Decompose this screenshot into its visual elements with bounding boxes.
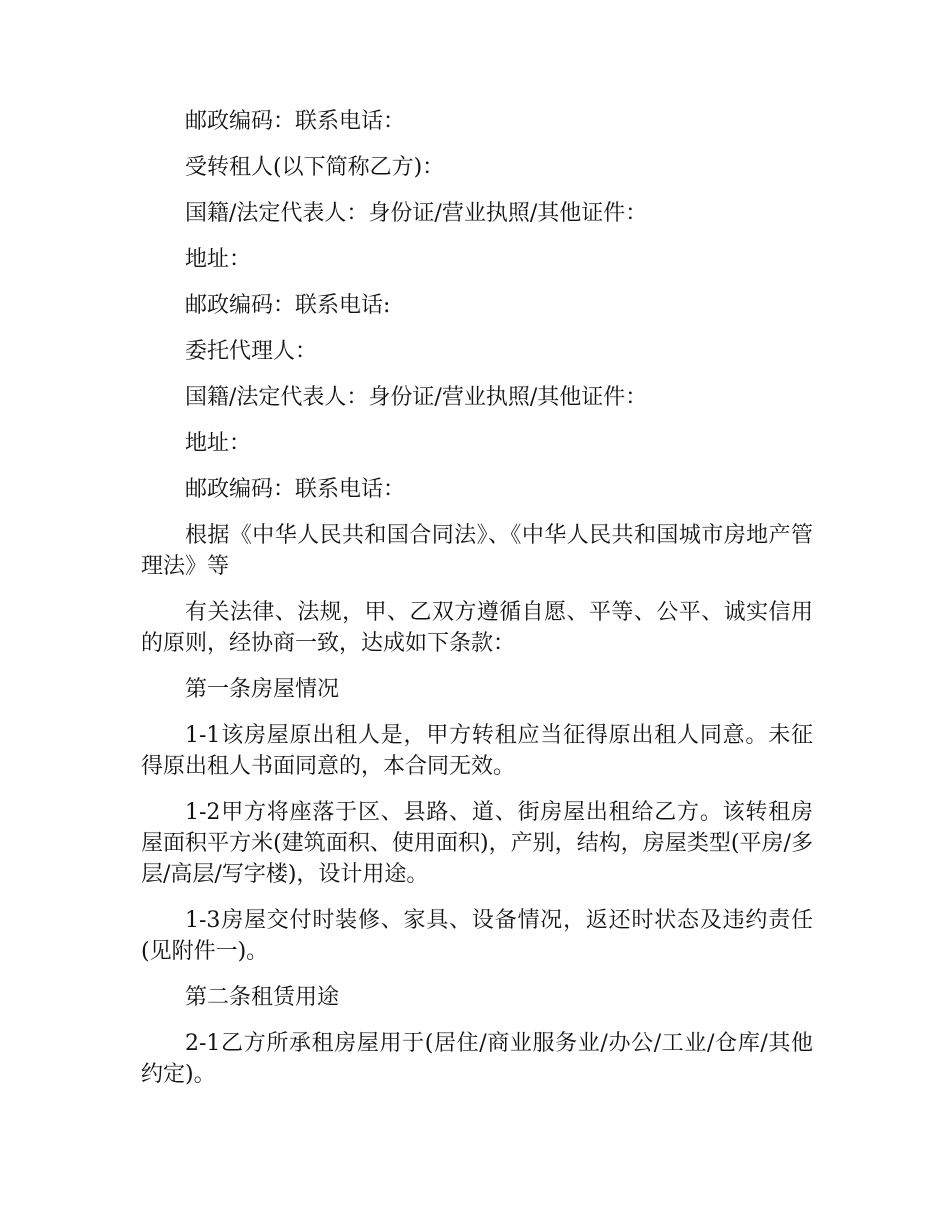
nationality-id-line: 国籍/法定代表人：身份证/营业执照/其他证件：: [185, 385, 648, 410]
clause-paragraph: 1-3房屋交付时装修、家具、设备情况，返还时状态及违约责任(见附件一)。: [141, 908, 813, 964]
postal-phone-line: 邮政编码：联系电话：: [185, 109, 406, 134]
clause-paragraph: 2-1乙方所承租房屋用于(居住/商业服务业/办公/工业/仓库/其他约定)。: [141, 1031, 813, 1087]
article-heading: 第二条租赁用途: [185, 985, 340, 1010]
document-body: [141, 106, 813, 1105]
address-line: 地址：: [185, 431, 252, 456]
address-line: 地址：: [185, 247, 252, 272]
postal-phone-line: 邮政编码：联系电话:: [185, 293, 391, 318]
principles-paragraph: 有关法律、法规，甲、乙双方遵循自愿、平等、公平、诚实信用的原则，经协商一致，达成如下条款：: [141, 600, 813, 656]
clause-paragraph: 1-2甲方将座落于区、县路、道、街房屋出租给乙方。该转租房屋面积平方米(建筑面积、使用面积)，产别，结构，房屋类型(平房/多层/高层/写字楼)，设计用途。: [141, 800, 813, 887]
sublessee-line: 受转租人(以下简称乙方)：: [185, 155, 445, 180]
clause-paragraph: 1-1该房屋原出租人是，甲方转租应当征得原出租人同意。未征得原出租人书面同意的，本合同无效。: [141, 723, 813, 779]
nationality-id-line: 国籍/法定代表人：身份证/营业执照/其他证件：: [185, 201, 648, 226]
legal-basis-paragraph: 根据《中华人民共和国合同法》、《中华人民共和国城市房地产管理法》等: [141, 523, 813, 579]
postal-phone-line: 邮政编码：联系电话：: [185, 477, 406, 502]
article-heading: 第一条房屋情况: [185, 677, 340, 702]
agent-line: 委托代理人：: [185, 339, 318, 364]
